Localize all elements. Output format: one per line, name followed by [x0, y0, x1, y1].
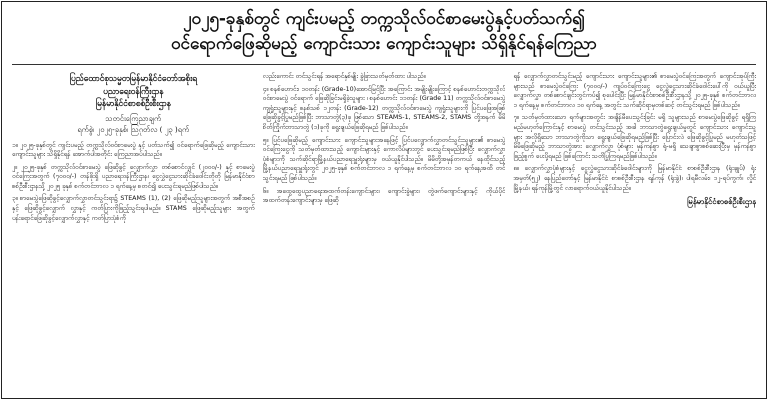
ministry-line: မြန်မာနိုင်ငံစာစစ်ဦးစီးဌာန	[95, 98, 171, 108]
ministry-line: ပညာရေးဝန်ကြီးဌာန	[103, 85, 164, 96]
paragraph: ရန် လျှောက်လွှာတင်သွင်းမည့် ကျောင်းသား ကျောင်းသူများ၏ စာမေးပွဲဝင်ကြေးအတွက် ကျောင်းအုပ်ကြီးများသည် စာမေးပွဲဝင်ကြေး (၇၀၀၀/-) ကျပ်ဝင်ကြေးငွေ ငွေလွှဲငွေသားဆိုင်ခံဝေါင်းပေါ်ကို ဝယ်ယူပြီး လျှောက်လွှာ တစ်စောင်ချင်းတွင်ကပ်၍ စုပေါင်းပြီး မြန်မာနိုင်ငံစာစစ်ဦးစီးဌာနသို့ ၂၀၂၅-ခုနှစ် စက်တင်ဘာလ ၁ ရက်နေ့မှ စက်တင်ဘာလ ၁၀ ရက်နေ့ အတွင်း သက်ဆိုင်ရာမှတစ်ဆင့် တင်သွင်းရမည် ဖြစ်ပါသည်။	[513, 73, 757, 109]
paragraph: ၈။ လျှောက်လွှာပုံစံများနှင့် ငွေလွှဲငွေသားဆိုင်ခံဝေါင်းများကို မြန်မာနိုင်ငံ စာစစ်ဦးစီးဌာန (ရုံးချုပ်) ရုံးအမှတ်(၅၂) နေပြည်တော်နှင့် မြန်မာနိုင်ငံ စာစစ်ဦးစီးဌာန ရန်ကုန် (ရုံးခွဲ)၊ ပါရမီလမ်း၊ ၁၂-ရပ်ကွက်၊ လှိုင်မြို့နယ်၊ ရန်ကုန်မြို့တွင် လာရောက်ဝယ်ယူနိုင်ပါသည်။	[513, 165, 757, 192]
column-3	[513, 72, 756, 390]
release-label: သတင်းကြေညာချက်	[105, 113, 162, 123]
column-1	[12, 72, 255, 390]
ministry-line: ပြည်ထောင်စုသမ္မတမြန်မာနိုင်ငံတော်အစိုးရ	[69, 73, 198, 83]
ministry-header	[12, 72, 255, 110]
paragraph: လည်းကောင်း တင်သွင်းရန် အရောင်နှစ်မျိုး ခွဲခြားသတ်မှတ်ထား ပါသည်။	[262, 73, 426, 80]
announcement-title	[2, 2, 766, 57]
paragraph: ၃။ စာမေးပွဲဖြေဆိုခွင့်လျှောက်လွှာတင်သွင်းရာ၌ STEAMS (1), (2) ဖြေဆိုမည့်သူများအတွက် အစီအစဉ်နှင့် ဖြေဆိုခွင့်လျှောက် လွှာနှင့် ကတ်ပြားကိုဖြည့်သွင်းရပါမည်။ STAMS ဖြေဆိုမည့်သူများ အတွက် ပန်းရောင်ဖြေဆိုခွင့်လျှောက်လွှာနှင့် ကတ်ပြားပုံစံကို	[12, 195, 255, 222]
paragraph: ၇။ သတ်မှတ်ထားသော ရက်များအတွင်း အချိန်မီပေးသွင်းခြင်း မရှိ သူများသည် စာမေးပွဲဖြေဆိုခွင့် ရရှိကြမည်မဟုတ်ကြောင်းနှင့် စာမေးပွဲ တင်သွင်းသည့် အခါ ဘာသာတွဲရွေးချယ်မှုတွင် ကျောင်းသား ကျောင်းသူ များ အလိုရှိသော ဘာသာတွဲကိုသာ ရွေးချယ်ဖြေဆိုရမည်ဖြစ်ပြီး ပြောင်းလဲ ဖြေဆိုခွင့်ပြုမည် မဟုတ်သဖြင့် မိမိဖြေဆိုမည့် ဘာသာတွဲအား လျှောက်လွှာ ပုံစံများ မှန်ကန်စွာ ရုံ-မရှိ သေချာစွာစစ်ဆေးပြီးမှ မှန်ကန်စွာဖြည့်စွက် ပေးပို့ရမည် ဖြစ်ကြောင်း သတိပြုကြရမည်ဖြစ်ပါသည်။	[513, 114, 757, 160]
signature: မြန်မာနိုင်ငံစာစစ်ဦးစီးဌာန	[687, 197, 757, 207]
body-columns	[12, 72, 756, 390]
announcement-page	[1, 1, 767, 399]
paragraph: ၁။ ၂၀၂၅-ခုနှစ်တွင် ကျင်းပမည့် တက္ကသိုလ်ဝင်စာမေးပွဲ နှင့် ပတ်သက်၍ ဝင်ရောက်ဖြေဆိုမည့် ကျောင်းသား ကျောင်းသူများ သိရှိနိုင်ရန် အောက်ပါအတိုင်း ကြေညာအပ်ပါသည်။	[12, 141, 255, 159]
title-divider	[12, 64, 756, 65]
paragraph: ၆။ အထွေထွေပညာရေးအထက်တန်းကျောင်းများ၊ ကျောင်းခွဲများ၊ တွဲဖက်ကျောင်းများနှင့် ကိုယ်ပိုင်အထက်တန်းကျောင်းများမှ ဖြေဆို	[262, 187, 506, 205]
column-2	[263, 72, 506, 390]
paragraph: ၄။ စနစ်ဟောင်း၊ ၁၀တန်း (Grade-10)အောင်မြင်ပြီး အကြောင်း အမျိုးမျိုးကြောင့် စနစ်ဟောင်းတက္ကသိုလ်ဝင်စာမေးပွဲ ဝင်ရောက် ဖြေဆိုခြင်းမရှိခဲ့သူများ ၊ စနစ်ဟောင်း ၁၁တန်း (Grade 11) တက္ကသိုလ်ဝင်စာမေးပွဲ ကျရှုံးသူများနှင့် စနစ်သစ် ၁၂တန်း (Grade-12) တက္ကသိုလ်ဝင်စာမေးပွဲ ကျရှုံးသူများကို ပြင်ပဖြေအဖြစ် ဖြေဆိုခွင့်ပြုမည်ဖြစ်ပြီး ဘာသာတွဲ(၃)ခု ဖြစ်သော STEAMS-1, STEAMS-2, STAMS တို့အနက် မိမိစိတ်ကြိုက်ဘာသာတွဲ (၁)ခုကို ရွေးချယ်ဖြေဆိုရမည် ဖြစ်ပါသည်။	[262, 85, 506, 131]
paragraph: ၅။ ပြင်ပဖြေဆိုမည့် ကျောင်းသား ကျောင်းသူများအနေဖြင့် ပြင်ပလျှောက်လွှာတင်သွင်းသူများ၏ စာမေးပွဲ ဝင်ကြေးငွေကို သတ်မှတ်ထားသည့် ကျောင်းများနှင့် ကောလိပ်များတွင် ပေးသွင်းရမည်ဖြစ်ပြီး လျှောက်လွှာပုံစံများကို သက်ဆိုင်ရာမြို့နယ်ပညာရေးမှူးရုံးများမှ ဝယ်ယူနိုင်ပါသည်။ မိမိတို့အမှန်တကယ် နေထိုင်သည့် မြို့နယ်ပညာရေးမှူးရုံးတွင် ၂၀၂၅-ခုနှစ် စက်တင်ဘာလ ၁ ရက်နေ့မှ စက်တင်ဘာလ ၁၀ ရက်နေ့အထိ တင်သွင်းရမည် ဖြစ်ပါသည်။	[262, 136, 506, 182]
title-line-2: ဝင်ရောက်ဖြေဆိုမည့် ကျောင်းသား ကျောင်းသူများ သိရှိနိုင်ရန်ကြေညာ	[171, 34, 597, 54]
release-date: ရက်စွဲ၊ ၂၀၂၅-ခုနှစ်၊ ဩဂုတ်လ ( ၂၃ )ရက်	[77, 124, 190, 134]
title-line-1: ၂၀၂၅-ခုနှစ်တွင် ကျင်းပမည့် တက္ကသိုလ်ဝင်စာမေးပွဲနှင့်ပတ်သက်၍	[183, 9, 585, 29]
paragraph: ၂။ ၂၀၂၅-ခုနှစ် တက္ကသိုလ်ဝင်စာမေးပွဲ ဖြေဆိုခွင့် လျှောက်လွှာ တစ်စောင်လျှင် (၂၀၀၀/-) နှင့် စာမေးပွဲဝင်ကြေးအတွက် (၇၀၀၀/-) တန်ဖိုးရှိ ပညာရေးဝန်ကြီးဌာန၊ ငွေလွှဲငွေသားဆိုင်ခံဝေါင်းတိုတို မြန်မာနိုင်ငံစာစစ်ဦးစီးဌာနသို့ ၂၀၂၅ ခုနှစ် စက်တင်ဘာလ ၁ ရက်နေ့မှ စတင်၍ ပေးသွင်းရမည်ဖြစ်ပါသည်။	[12, 163, 255, 190]
